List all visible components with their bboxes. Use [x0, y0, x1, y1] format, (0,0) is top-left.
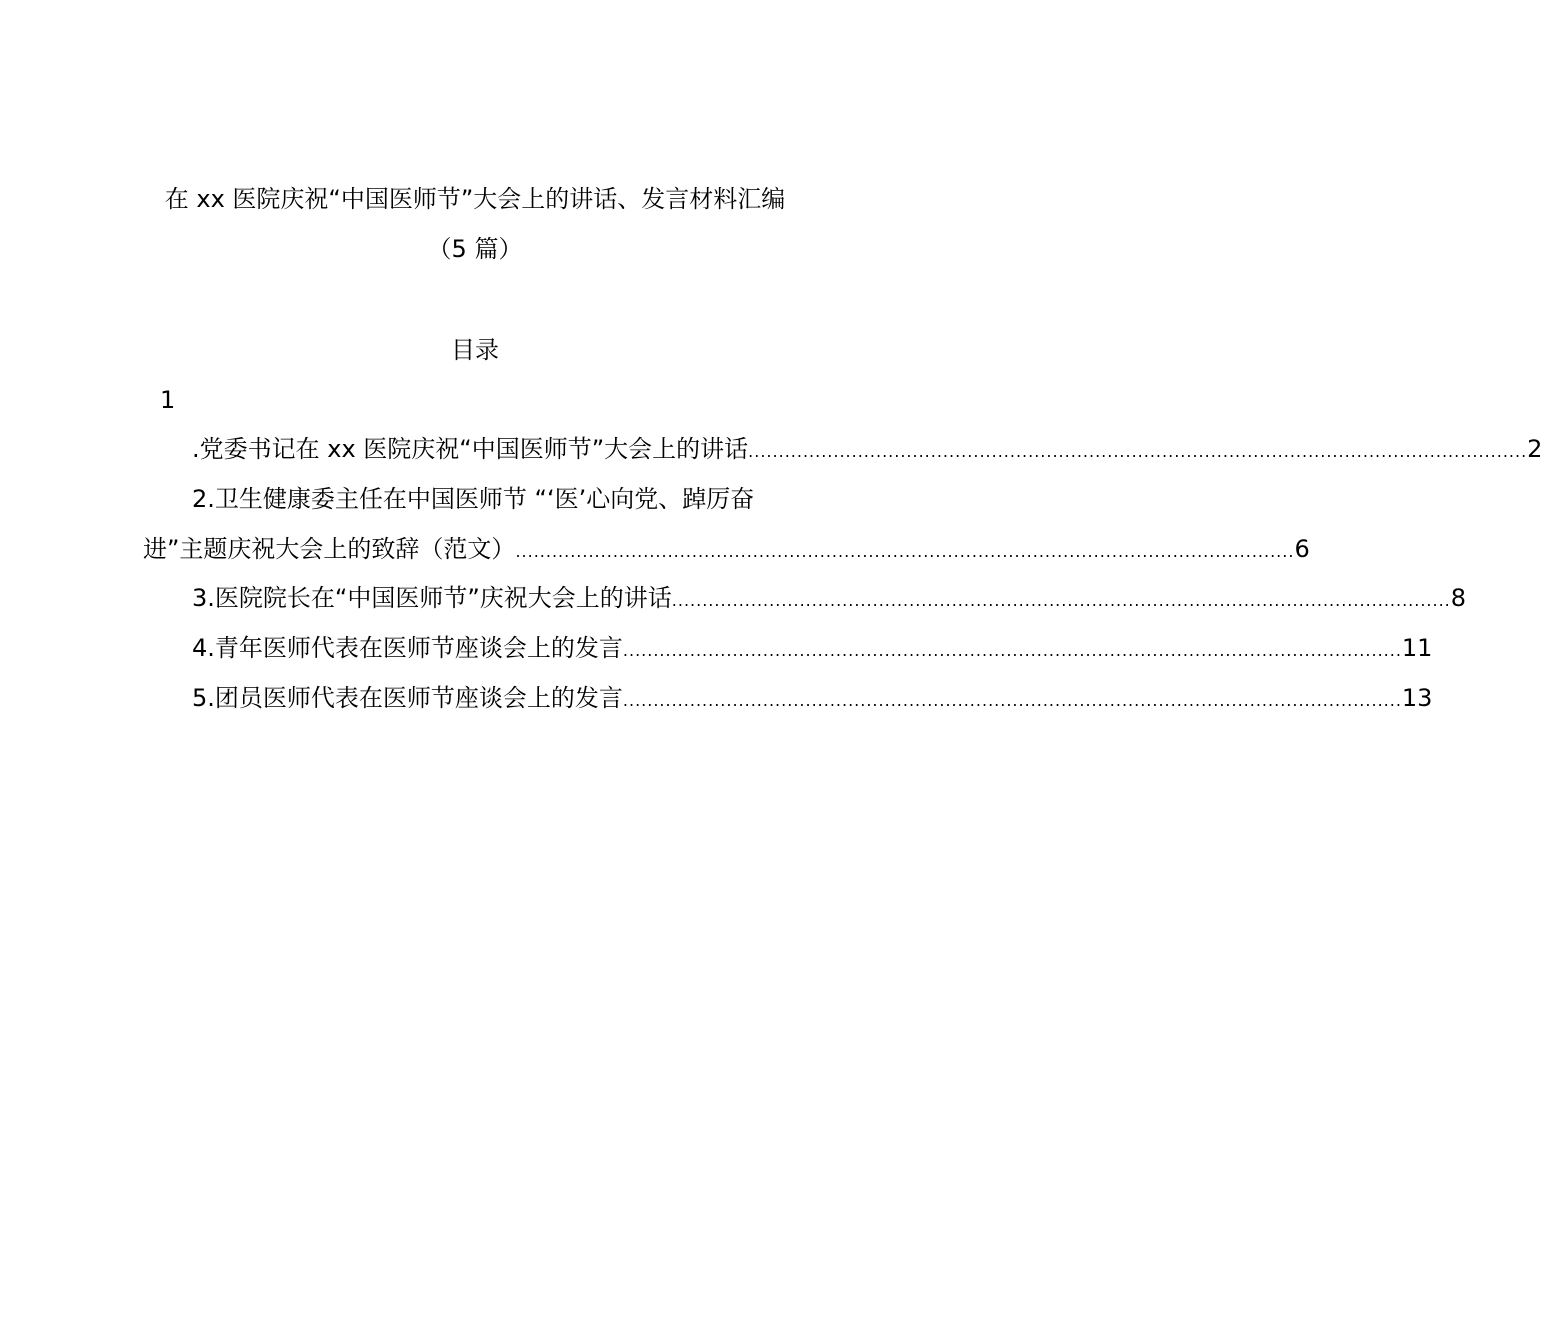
toc-page-number: 6 [1294, 535, 1310, 563]
toc-entry-label: .党委书记在 xx 医院庆祝“中国医师节”大会上的讲话 [192, 435, 749, 463]
toc-page-number: 13 [1401, 684, 1433, 712]
toc-entry-2[interactable] [192, 482, 804, 516]
toc-leader-dots: ................................................................................................................................ [748, 442, 1528, 461]
toc-entry-2-continuation[interactable] [143, 532, 1310, 566]
toc-leader-dots: ................................................................................................................................ [515, 542, 1295, 561]
toc-leader-dots: ................................................................................................................................ [622, 641, 1402, 660]
toc-entry-label: 4.青年医师代表在医师节座谈会上的发言 [192, 634, 623, 662]
document-title: 在 xx 医院庆祝“中国医师节”大会上的讲话、发言材料汇编 [164, 185, 786, 213]
toc-page-number: 8 [1450, 584, 1467, 612]
document-subtitle-count: （5 篇） [427, 235, 523, 263]
toc-heading: 目录 [451, 336, 499, 364]
toc-page-number: 2 [1527, 435, 1542, 463]
toc-entry-3[interactable] [192, 581, 1467, 615]
toc-entry-1[interactable] [192, 432, 1542, 466]
toc-stray-marker: 1 [160, 386, 176, 414]
toc-entry-label: 2.卫生健康委主任在中国医师节 “‘医’心向党、踔厉奋 [192, 485, 755, 513]
toc-entry-label: 进”主题庆祝大会上的致辞（范文） [143, 535, 516, 563]
toc-entry-4[interactable] [192, 631, 1433, 665]
toc-leader-dots: ................................................................................................................................ [622, 691, 1402, 710]
toc-leader-dots: ................................................................................................................................ [671, 591, 1451, 610]
toc-entry-label: 3.医院院长在“中国医师节”庆祝大会上的讲话 [192, 584, 672, 612]
toc-entry-label: 5.团员医师代表在医师节座谈会上的发言 [192, 684, 623, 712]
toc-entry-5[interactable] [192, 681, 1433, 715]
toc-page-number: 11 [1401, 634, 1433, 662]
